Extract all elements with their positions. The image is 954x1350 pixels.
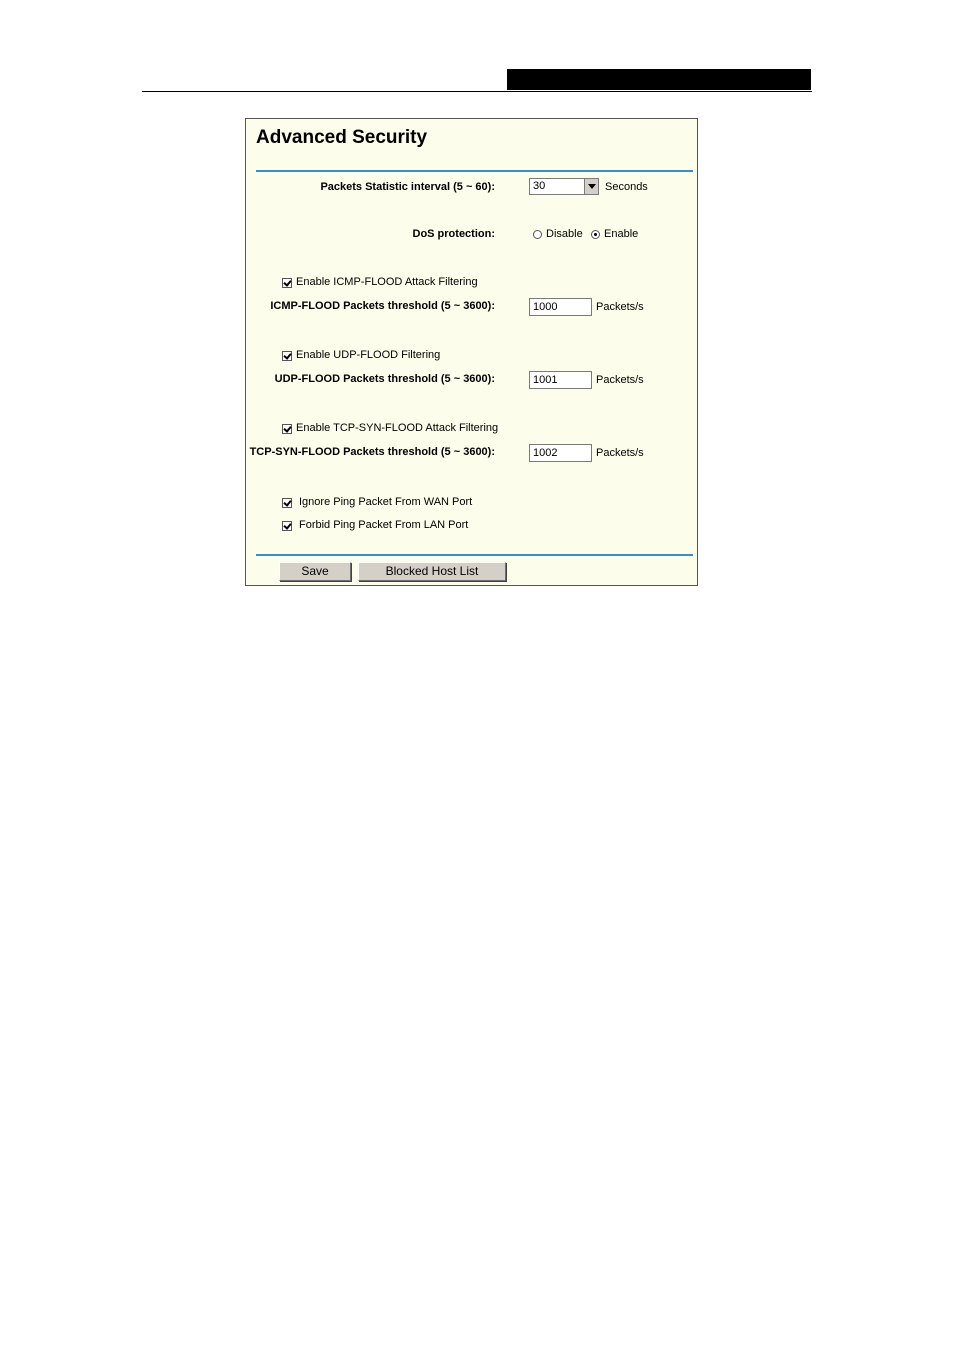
bottom-divider [256, 554, 693, 556]
ignore-wan-ping-label: Ignore Ping Packet From WAN Port [299, 496, 473, 508]
tcp-enable-checkbox[interactable] [282, 424, 292, 434]
document-header-rule [142, 91, 812, 92]
tcp-threshold-label: TCP-SYN-FLOOD Packets threshold (5 ~ 3600): [249, 446, 495, 458]
icmp-threshold-unit: Packets/s [596, 301, 644, 313]
packets-interval-unit: Seconds [605, 181, 648, 193]
icmp-threshold-label: ICMP-FLOOD Packets threshold (5 ~ 3600): [270, 300, 495, 312]
udp-threshold-unit: Packets/s [596, 374, 644, 386]
blocked-host-list-button[interactable]: Blocked Host List [358, 562, 506, 581]
dos-disable-label: Disable [546, 228, 583, 240]
icmp-threshold-input[interactable] [529, 298, 592, 316]
advanced-security-panel [245, 118, 698, 586]
packets-interval-label: Packets Statistic interval (5 ~ 60): [320, 181, 495, 193]
ignore-wan-ping-checkbox[interactable] [282, 498, 292, 508]
save-button[interactable]: Save [279, 562, 351, 581]
udp-threshold-input[interactable] [529, 371, 592, 389]
top-divider [256, 170, 693, 172]
forbid-lan-ping-checkbox[interactable] [282, 521, 292, 531]
udp-threshold-label: UDP-FLOOD Packets threshold (5 ~ 3600): [274, 373, 495, 385]
dos-enable-label: Enable [604, 228, 639, 240]
tcp-enable-label: Enable TCP-SYN-FLOOD Attack Filtering [296, 422, 499, 434]
chevron-down-icon[interactable] [584, 179, 598, 194]
icmp-enable-label: Enable ICMP-FLOOD Attack Filtering [296, 276, 478, 288]
dos-protection-label: DoS protection: [412, 228, 495, 240]
tcp-threshold-input[interactable] [529, 444, 592, 462]
packets-interval-select[interactable] [529, 178, 599, 195]
page-title: Advanced Security [256, 127, 428, 148]
forbid-lan-ping-label: Forbid Ping Packet From LAN Port [299, 519, 469, 531]
dos-disable-radio[interactable] [533, 230, 542, 239]
udp-enable-checkbox[interactable] [282, 351, 292, 361]
icmp-enable-checkbox[interactable] [282, 278, 292, 288]
packets-interval-value: 30 [533, 180, 546, 192]
udp-enable-label: Enable UDP-FLOOD Filtering [296, 349, 441, 361]
tcp-threshold-unit: Packets/s [596, 447, 644, 459]
dos-enable-radio[interactable] [591, 230, 600, 239]
document-header-bar [507, 69, 811, 90]
